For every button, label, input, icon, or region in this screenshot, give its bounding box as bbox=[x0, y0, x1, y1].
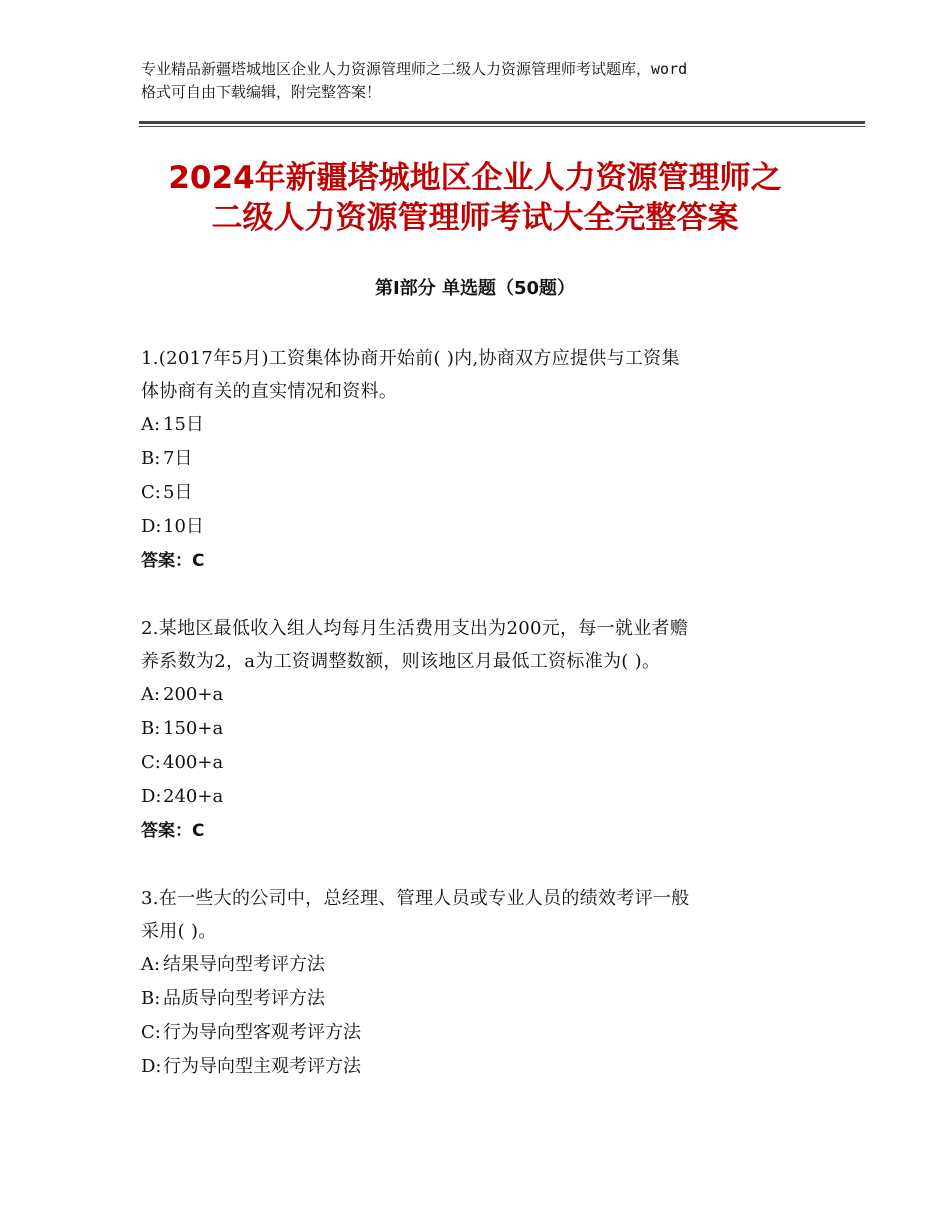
answer: 答案：C bbox=[141, 821, 205, 841]
option-letter: C: bbox=[141, 752, 161, 773]
option-text: 200+a bbox=[163, 684, 224, 705]
option-a bbox=[141, 948, 821, 982]
question-stem bbox=[141, 342, 821, 408]
option-letter: A: bbox=[141, 954, 161, 975]
header-divider-thin bbox=[139, 126, 865, 127]
option-letter: B: bbox=[141, 718, 161, 739]
option-d bbox=[141, 1050, 821, 1084]
option-letter: C: bbox=[141, 1022, 161, 1043]
option-b bbox=[141, 982, 821, 1016]
question-stem bbox=[141, 882, 821, 948]
question-2 bbox=[141, 612, 821, 848]
option-text: 10日 bbox=[163, 516, 204, 537]
question-stem-line-2: 养系数为2，a为工资调整数额，则该地区月最低工资标准为( )。 bbox=[141, 651, 661, 672]
question-1 bbox=[141, 342, 821, 578]
option-letter: D: bbox=[141, 786, 162, 807]
option-letter: B: bbox=[141, 988, 161, 1009]
option-text: 行为导向型主观考评方法 bbox=[163, 1056, 361, 1077]
document-title-line-1: 2024年新疆塔城地区企业人力资源管理师之 bbox=[168, 160, 782, 196]
option-b bbox=[141, 712, 821, 746]
option-letter: D: bbox=[141, 516, 162, 537]
header-note bbox=[141, 58, 831, 104]
option-text: 品质导向型考评方法 bbox=[163, 988, 325, 1009]
option-text: 行为导向型客观考评方法 bbox=[163, 1022, 361, 1043]
option-text: 240+a bbox=[163, 786, 224, 807]
option-b bbox=[141, 442, 821, 476]
question-stem-line-2: 体协商有关的直实情况和资料。 bbox=[141, 381, 398, 402]
option-text: 150+a bbox=[163, 718, 224, 739]
header-note-line-1: 专业精品新疆塔城地区企业人力资源管理师之二级人力资源管理师考试题库，word bbox=[141, 60, 688, 78]
option-letter: A: bbox=[141, 684, 161, 705]
option-letter: A: bbox=[141, 414, 161, 435]
option-text: 400+a bbox=[163, 752, 224, 773]
option-text: 结果导向型考评方法 bbox=[163, 954, 325, 975]
answer: 答案：C bbox=[141, 551, 205, 571]
question-stem-line-1: 1.(2017年5月)工资集体协商开始前( )内,协商双方应提供与工资集 bbox=[141, 348, 680, 369]
question-stem-line-2: 采用( )。 bbox=[141, 921, 217, 942]
option-c bbox=[141, 476, 821, 510]
option-d bbox=[141, 510, 821, 544]
question-stem-line-1: 3.在一些大的公司中，总经理、管理人员或专业人员的绩效考评一般 bbox=[141, 888, 690, 909]
question-3 bbox=[141, 882, 821, 1084]
option-text: 7日 bbox=[163, 448, 193, 469]
question-stem bbox=[141, 612, 821, 678]
option-a bbox=[141, 408, 821, 442]
option-text: 5日 bbox=[163, 482, 193, 503]
question-list bbox=[141, 342, 821, 1118]
option-letter: B: bbox=[141, 448, 161, 469]
option-a bbox=[141, 678, 821, 712]
option-letter: D: bbox=[141, 1056, 162, 1077]
option-text: 15日 bbox=[163, 414, 204, 435]
option-c bbox=[141, 1016, 821, 1050]
header-divider-thick bbox=[139, 121, 865, 124]
header-note-line-2: 格式可自由下载编辑，附完整答案！ bbox=[141, 83, 382, 101]
question-stem-line-1: 2.某地区最低收入组人均每月生活费用支出为200元，每一就业者赡 bbox=[141, 618, 689, 639]
section-title: 第Ⅰ部分 单选题（50题） bbox=[374, 278, 575, 299]
option-c bbox=[141, 746, 821, 780]
option-d bbox=[141, 780, 821, 814]
option-letter: C: bbox=[141, 482, 161, 503]
document-title-line-2: 二级人力资源管理师考试大全完整答案 bbox=[211, 200, 739, 236]
document-title bbox=[100, 158, 850, 238]
